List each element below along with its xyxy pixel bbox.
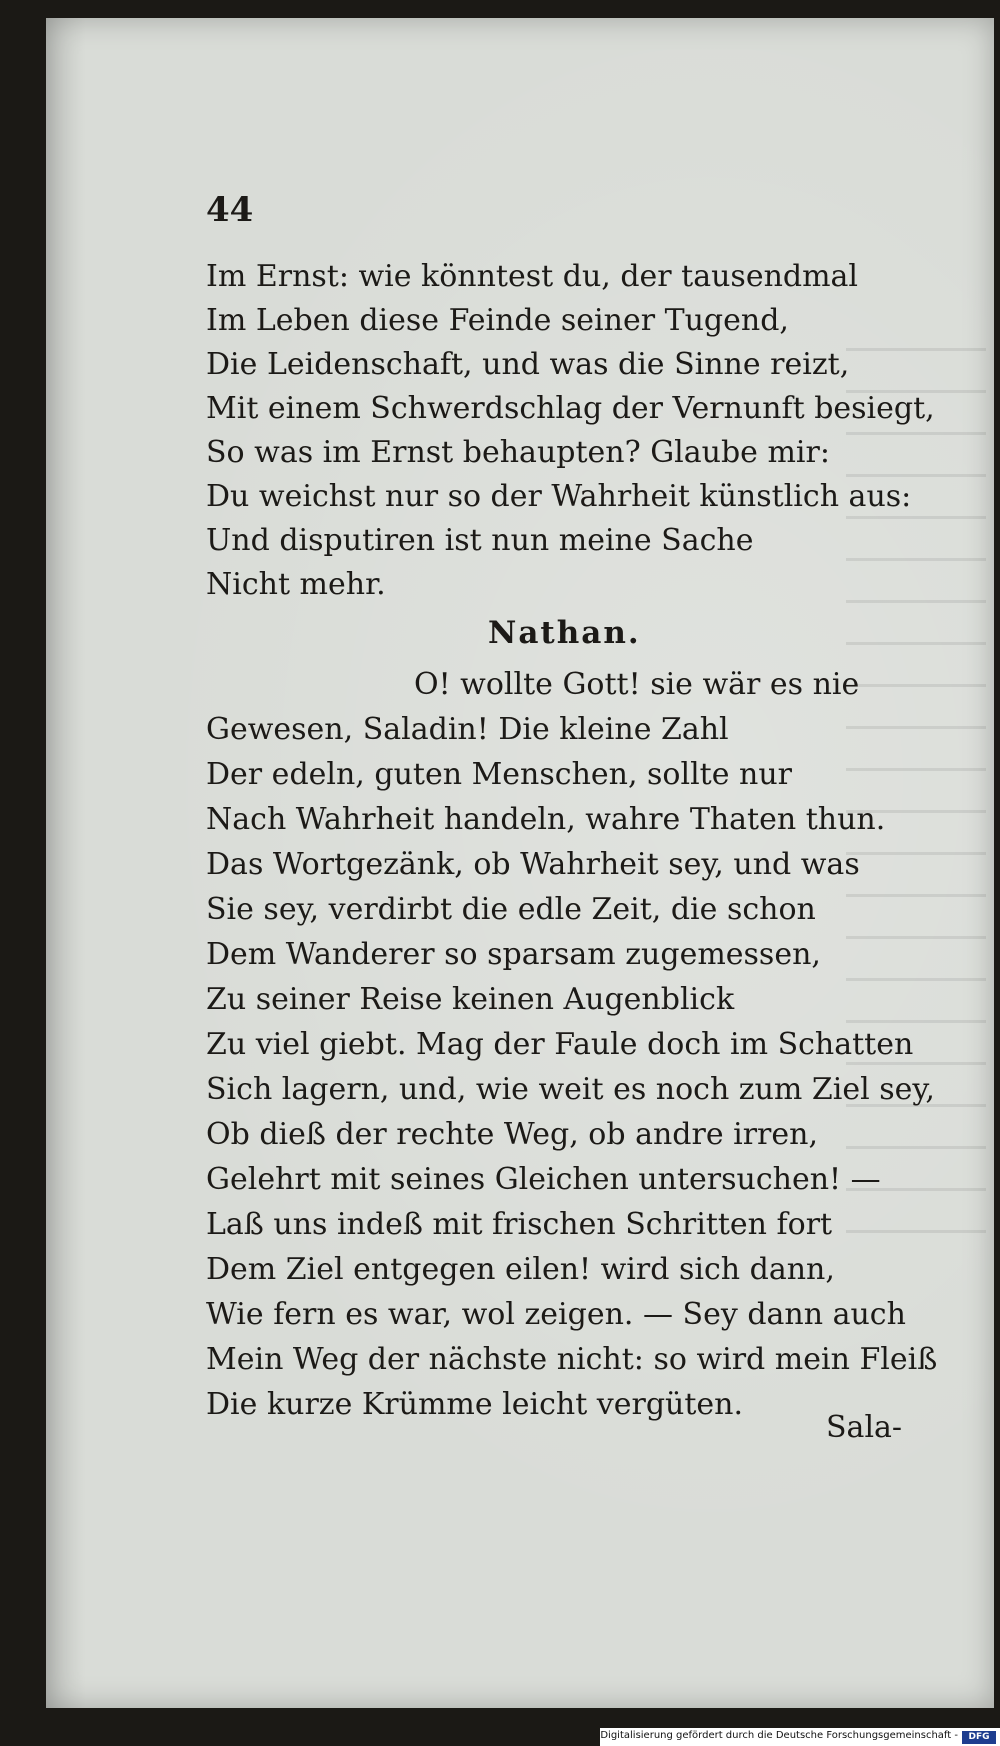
verse-block-top bbox=[206, 255, 935, 607]
speech-first-line: O! wollte Gott! sie wär es nie bbox=[414, 667, 860, 702]
verse-line: Sich lagern, und, wie weit es noch zum Ziel sey, bbox=[206, 1072, 935, 1107]
verse-line: Gewesen, Saladin! Die kleine Zahl bbox=[206, 712, 729, 747]
verse-line: Zu viel giebt. Mag der Faule doch im Schatten bbox=[206, 1027, 914, 1062]
verse-line: Der edeln, guten Menschen, sollte nur bbox=[206, 757, 793, 792]
verse-line: Laß uns indeß mit frischen Schritten fort bbox=[206, 1207, 833, 1242]
page-number: 44 bbox=[206, 190, 254, 230]
verse-line: Sie sey, verdirbt die edle Zeit, die schon bbox=[206, 892, 816, 927]
verse-line: Die kurze Krümme leicht vergüten. bbox=[206, 1387, 744, 1422]
verse-line: So was im Ernst behaupten? Glaube mir: bbox=[206, 435, 830, 470]
verse-line: Im Leben diese Feinde seiner Tugend, bbox=[206, 303, 789, 338]
verse-line: Nach Wahrheit handeln, wahre Thaten thun. bbox=[206, 802, 886, 837]
verse-line: Die Leidenschaft, und was die Sinne reizt, bbox=[206, 347, 850, 382]
speaker-heading: Nathan. bbox=[488, 615, 641, 651]
verse-line: Nicht mehr. bbox=[206, 567, 386, 602]
verse-line: Dem Ziel entgegen eilen! wird sich dann, bbox=[206, 1252, 835, 1287]
dfg-logo-icon: DFG bbox=[962, 1731, 996, 1744]
verse-line: Mit einem Schwerdschlag der Vernunft besiegt, bbox=[206, 391, 935, 426]
verse-line: Du weichst nur so der Wahrheit künstlich aus: bbox=[206, 479, 912, 514]
verse-line: Und disputiren ist nun meine Sache bbox=[206, 523, 754, 558]
verse-block-speech bbox=[206, 707, 937, 1427]
catchword: Sala- bbox=[826, 1410, 903, 1445]
verse-line: Gelehrt mit seines Gleichen untersuchen! — bbox=[206, 1162, 881, 1197]
verse-line: Im Ernst: wie könntest du, der tausendmal bbox=[206, 259, 859, 294]
verse-line: Mein Weg der nächste nicht: so wird mein Fleiß bbox=[206, 1342, 938, 1377]
verse-line: Wie fern es war, wol zeigen. — Sey dann auch bbox=[206, 1297, 906, 1332]
verse-line: Ob dieß der rechte Weg, ob andre irren, bbox=[206, 1117, 819, 1152]
verse-line: Dem Wanderer so sparsam zugemessen, bbox=[206, 937, 821, 972]
footer-credit: Digitalisierung gefördert durch die Deutsche Forschungsgemeinschaft - bbox=[600, 1730, 958, 1741]
verse-line: Das Wortgezänk, ob Wahrheit sey, und was bbox=[206, 847, 860, 882]
verse-line: Zu seiner Reise keinen Augenblick bbox=[206, 982, 735, 1017]
